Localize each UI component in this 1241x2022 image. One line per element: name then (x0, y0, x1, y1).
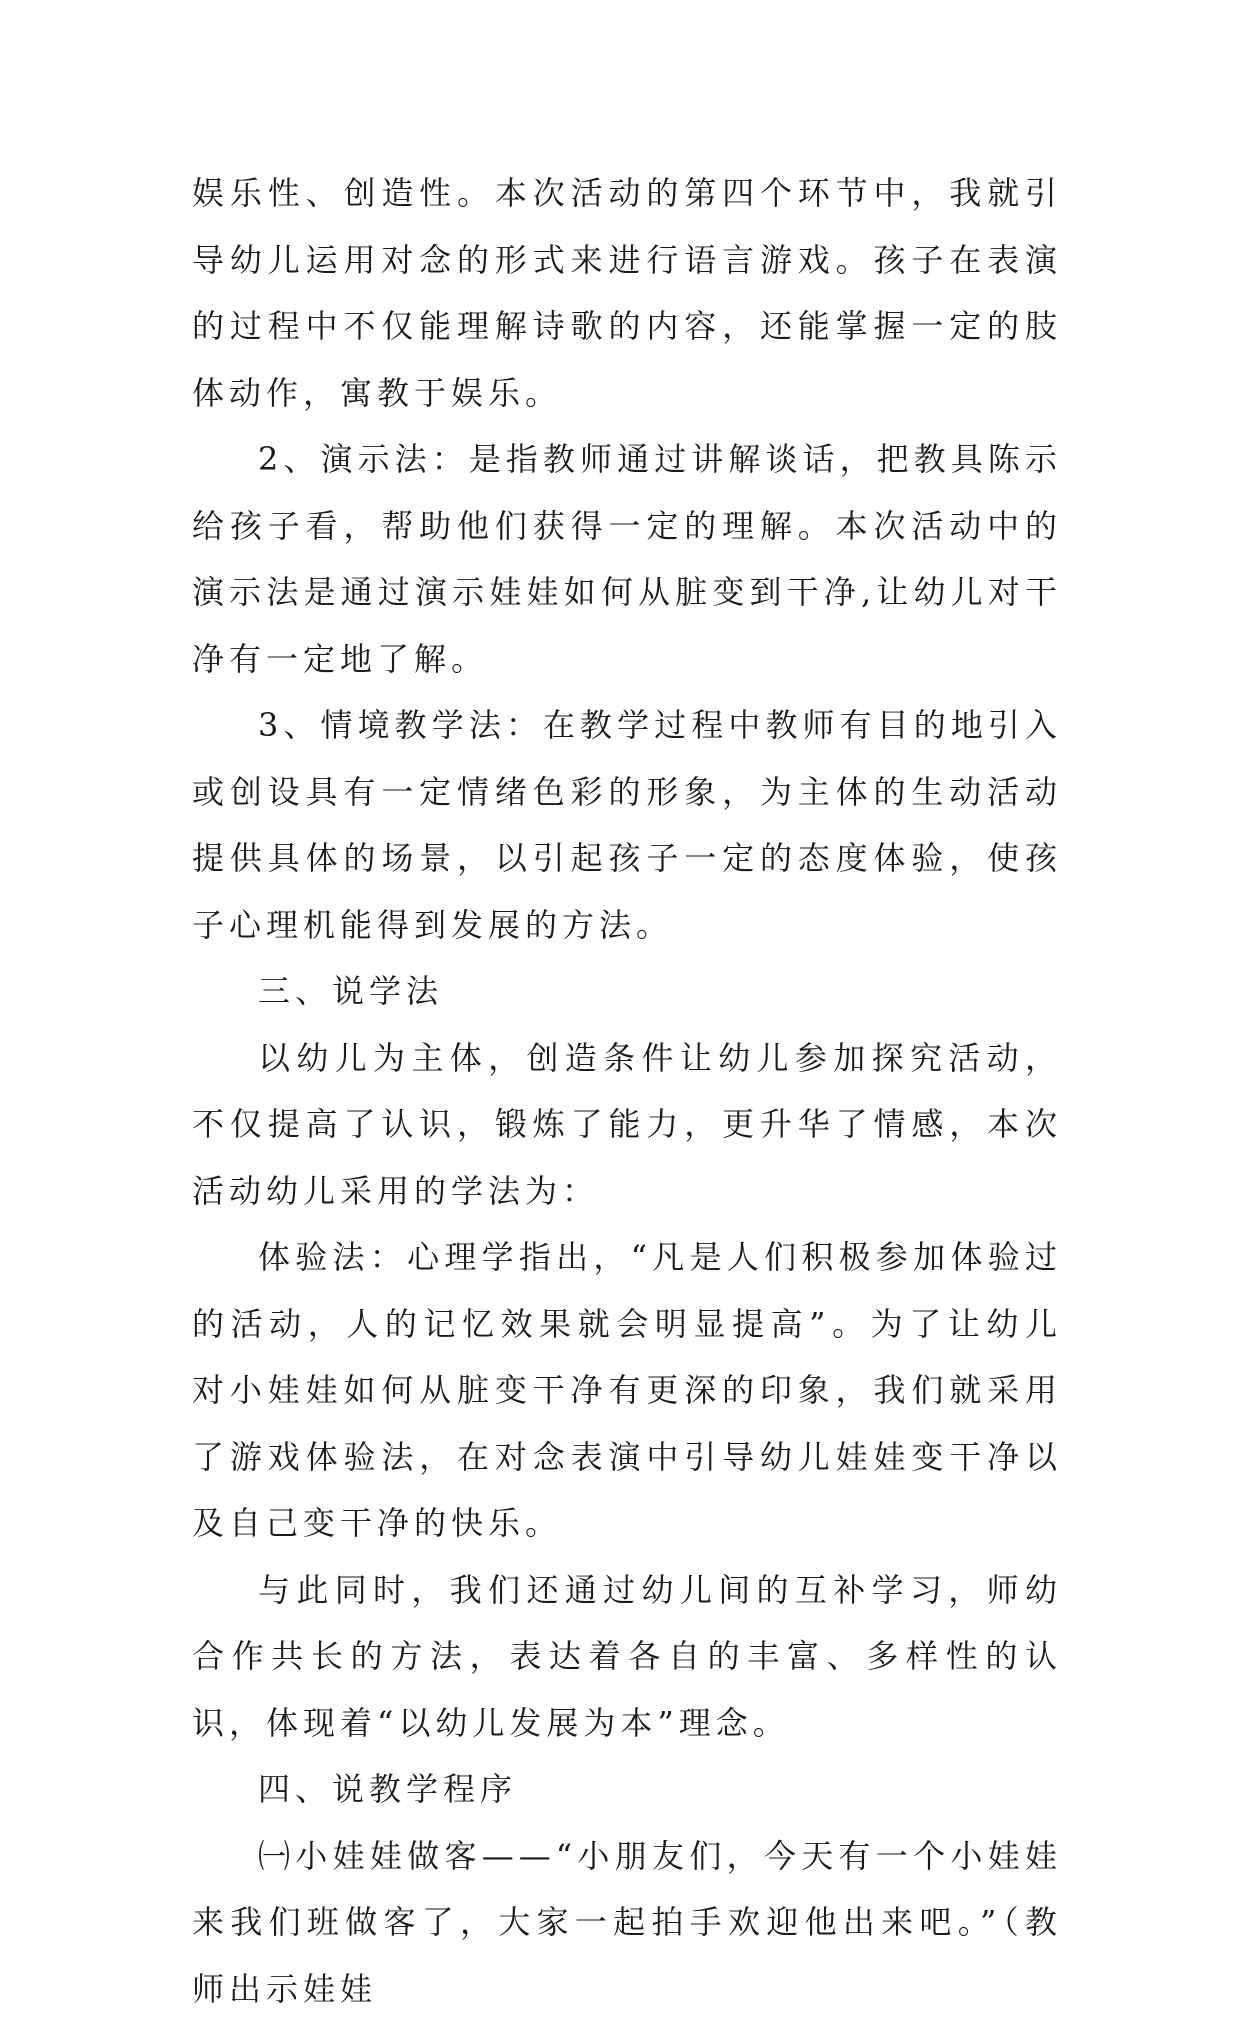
document-body (192, 160, 1062, 2022)
paragraph-experience-method: 体验法：心理学指出，“凡是人们积极参加体验过的活动，人的记忆效果就会明显提高”。为了让幼儿对小娃娃如何从脏变干净有更深的印象，我们就采用了游戏体验法，在对念表演中引导幼儿娃娃变干净以及自己变干净的快乐。 (192, 1224, 1062, 1557)
section-heading-teaching-procedure: 四、说教学程序 (192, 1756, 1062, 1823)
paragraph-doll-visit: ㈠小娃娃做客——“小朋友们，今天有一个小娃娃来我们班做客了，大家一起拍手欢迎他出来吧。”（教师出示娃娃 (192, 1823, 1062, 2022)
paragraph-situational-teaching: 3、情境教学法：在教学过程中教师有目的地引入或创设具有一定情绪色彩的形象，为主体的生动活动提供具体的场景，以引起孩子一定的态度体验，使孩子心理机能得到发展的方法。 (192, 692, 1062, 958)
paragraph-mutual-learning: 与此同时，我们还通过幼儿间的互补学习，师幼合作共长的方法，表达着各自的丰富、多样性的认识，体现着“以幼儿发展为本”理念。 (192, 1557, 1062, 1757)
paragraph-demonstration-method: 2、演示法：是指教师通过讲解谈话，把教具陈示给孩子看，帮助他们获得一定的理解。本次活动中的演示法是通过演示娃娃如何从脏变到干净,让幼儿对干净有一定地了解。 (192, 426, 1062, 692)
paragraph-learning-intro: 以幼儿为主体，创造条件让幼儿参加探究活动，不仅提高了认识，锻炼了能力，更升华了情感，本次活动幼儿采用的学法为： (192, 1025, 1062, 1225)
paragraph-continuation: 娱乐性、创造性。本次活动的第四个环节中，我就引导幼儿运用对念的形式来进行语言游戏。孩子在表演的过程中不仅能理解诗歌的内容，还能掌握一定的肢体动作，寓教于娱乐。 (192, 160, 1062, 426)
section-heading-learning-methods: 三、说学法 (192, 958, 1062, 1025)
